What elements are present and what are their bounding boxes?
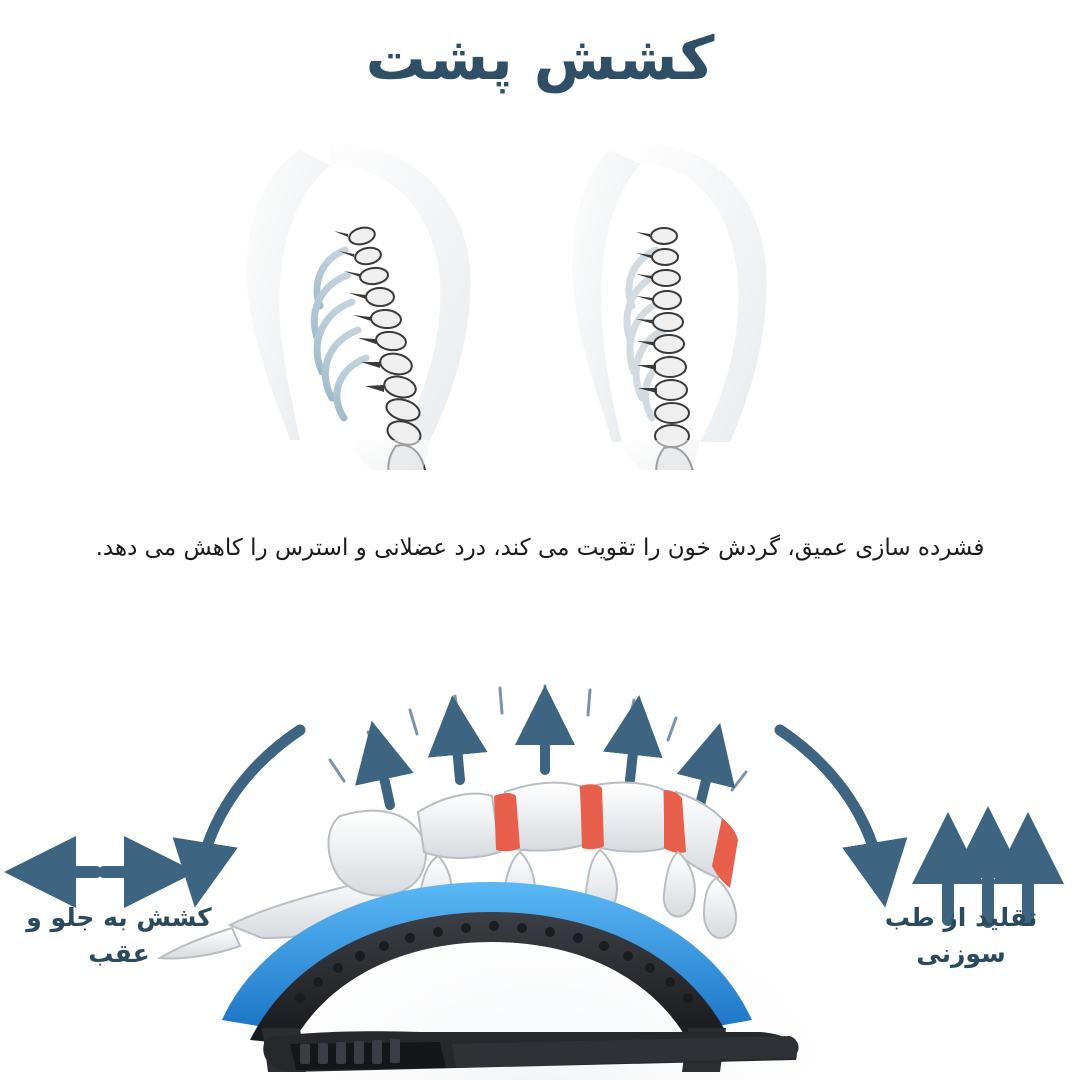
label-acupuncture-simulation: تقلید از طب سوزنی [884,903,1038,969]
lumbar-spine-on-back-stretcher-device [0,620,1080,1080]
caption-text: فشرده سازی عمیق، گردش خون را تقویت می کند، درد عضلانی و استرس را کاهش می دهد. [95,535,985,561]
spine-side-view-curved [247,145,471,470]
two-spine-torso-illustrations [0,110,1080,470]
bottom-illustration [0,620,1080,1080]
label-forward-backward-stretch: کشش به جلو و عقب [26,903,212,969]
vertebrae-column-left [334,225,426,470]
spine-side-view-straight [572,145,766,470]
top-illustration [0,110,1080,470]
page-title: کشش پشت [365,24,715,94]
